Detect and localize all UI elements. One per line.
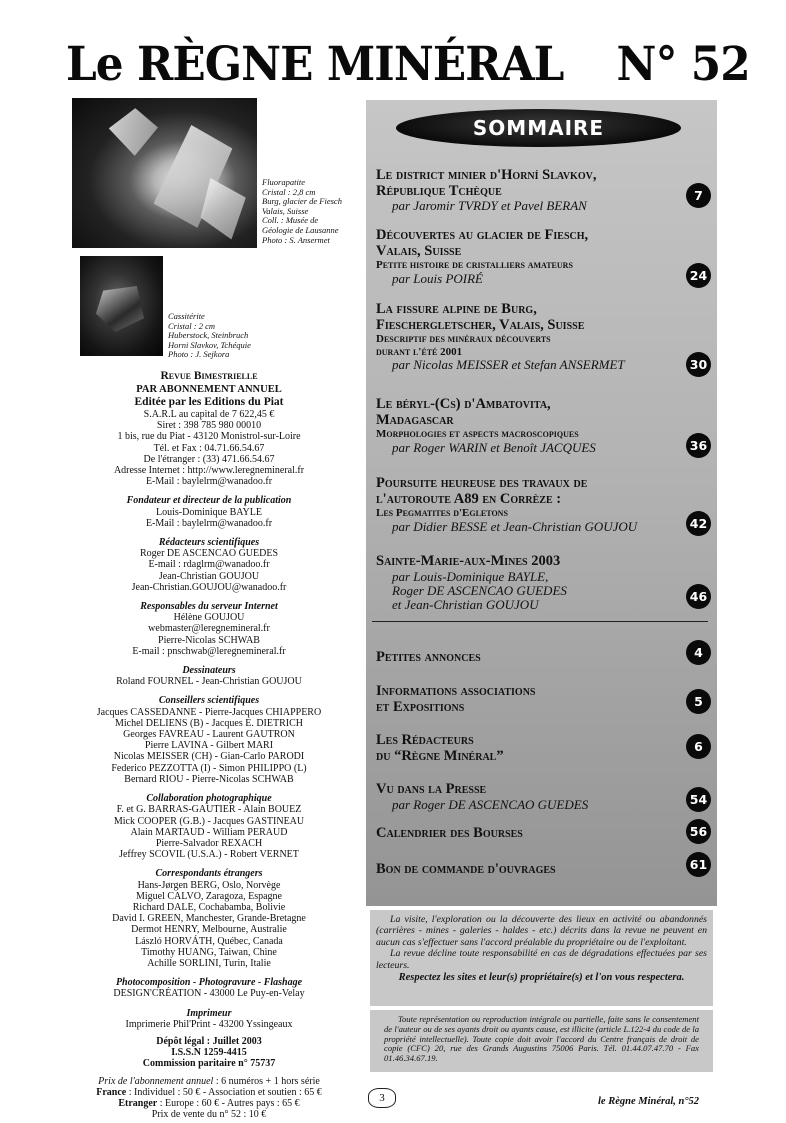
toc-entry (376, 397, 666, 455)
price-block (64, 1076, 354, 1121)
toc-page-badge: 56 (686, 819, 711, 844)
caption-line: Cristal : 2 cm (168, 320, 215, 331)
toc-title-line: et Expositions (376, 698, 465, 715)
toc-entry (376, 733, 666, 764)
toc-entry (376, 862, 666, 878)
collab-heading: Collaboration photographique (146, 793, 272, 805)
toc-divider (372, 621, 708, 622)
toc-entry (376, 650, 666, 666)
credit-line: S.A.R.L au capital de 7 622,45 € (143, 409, 275, 420)
toc-author-line: par Louis POIRÉ (392, 270, 483, 286)
cassiterite-photo (80, 256, 163, 356)
toc-author-line: Roger DE ASCENCAO GUEDES (392, 582, 567, 598)
caption-line: Fluorapatite (262, 177, 305, 187)
toc-title-line: l'autoroute A89 en Corrèze : (376, 490, 562, 507)
toc-author-line: par Jaromir TVRDY et Pavel BERAN (392, 198, 587, 213)
toc-title-line: Calendrier des Bourses (376, 825, 523, 841)
credit-line: Roland FOURNEL - Jean-Christian GOUJOU (116, 676, 302, 688)
credit-line: E-Mail : baylelrm@wanadoo.fr (145, 476, 273, 488)
site-notice-p2: La revue décline toute responsabilité en cas de dégradations effectuées par ses lecteurs. (376, 948, 707, 971)
redacteurs-heading: Rédacteurs scientifiques (158, 537, 260, 549)
credit-line: F. et G. BARRAS-GAUTIER - Alain BOUEZ (116, 804, 302, 816)
credit-line: Pierre-Nicolas SCHWAB (158, 634, 260, 646)
toc-entry (376, 826, 666, 842)
corresp-block (64, 880, 354, 970)
toc-title-line: Le district minier d'Horní Slavkov, (376, 167, 597, 183)
credit-line: Jean-Christian.GOUJOU@wanadoo.fr (131, 581, 287, 593)
site-notice-respect: Respectez les sites et leur(s) propriétaire(s) et l'on vous respectera. (398, 972, 685, 984)
toc-page-badge: 46 (686, 584, 711, 609)
site-notice (370, 910, 713, 1006)
photocomp-block (64, 988, 354, 999)
credit-line: Jean-Christian GOUJOU (158, 570, 260, 582)
toc-page-badge: 5 (686, 689, 711, 714)
caption-line: Coll. : Musée de (262, 215, 319, 226)
masthead-issue: N° 52 (616, 37, 750, 92)
credit-line: Tél. et Fax : 04.71.66.54.67 (153, 442, 265, 454)
toc-author-line: par Nicolas MEISSER et Stefan ANSERMET (392, 357, 625, 372)
toc-page-badge: 30 (686, 352, 711, 377)
cassiterite-caption (168, 312, 298, 360)
dessinateurs-block (64, 676, 354, 687)
revue-subscription: PAR ABONNEMENT ANNUEL (136, 384, 282, 395)
toc-page-badge: 4 (686, 640, 711, 665)
toc-author-line: par Louis-Dominique BAYLE, (392, 568, 549, 584)
masthead (66, 34, 750, 96)
masthead-title: Le RÈGNE MINÉRAL (66, 37, 564, 92)
toc-page-badge: 36 (686, 433, 711, 458)
credit-line: Pierre-Salvador REXACH (155, 837, 263, 849)
imprimeur-block (64, 1019, 354, 1030)
credit-line: Bernard RIOU - Pierre-Nicolas SCHWAB (124, 773, 294, 785)
credit-line: Siret : 398 785 980 00010 (156, 420, 262, 432)
credit-line: Dermot HENRY, Melbourne, Australie (131, 924, 287, 936)
toc-title-line: Petites annonces (376, 649, 481, 665)
prix-heading: Prix de l'abonnement annuel (98, 1075, 214, 1087)
toc-subtitle-line: Morphologies et aspects macroscopiques (376, 428, 579, 440)
dessinateurs-heading: Dessinateurs (182, 665, 236, 677)
conseillers-block (64, 707, 354, 785)
caption-line: Horni Slavkov, Tchéquie (168, 339, 251, 350)
legal-block (64, 1036, 354, 1070)
credit-line: Georges FAVREAU - Laurent GAUTRON (123, 729, 295, 741)
fluorapatite-caption (262, 178, 374, 245)
toc-author-line: par Roger DE ASCENCAO GUEDES (392, 796, 589, 812)
credit-line: David I. GREEN, Manchester, Grande-Bretagne (112, 913, 306, 925)
toc-title-line: Valais, Suisse (376, 242, 462, 259)
toc-subtitle-line: durant l'été 2001 (376, 345, 463, 358)
fondateur-block (64, 507, 354, 529)
site-notice-p1: La visite, l'exploration ou la découverte des lieux en activité ou abandonnés (carrières - mines - galeries - haldes - etc.) décrits dans la revue ne peuvent en aucun cas s'effectuer sans l'accord préalable du propriétaire ou de l'exploitant. (376, 914, 707, 948)
issue-price: Prix de vente du n° 52 : 10 € (151, 1109, 267, 1121)
copyright-notice: Toute représentation ou reproduction intégrale ou partielle, faite sans le consentement de l'auteur ou de ses ayants droit ou ayants cause, est illicite (article L.122-4 du code de la propriété intellectuelle). Toute copie doit avoir l'accord du Centre français de droit de copie (CFC) 20, rue des Grands Augustins 75006 Paris. Tél. 01.44.07.47.70 - Fax 01.46.34.67.19. (370, 1010, 713, 1072)
toc-entry (376, 228, 666, 286)
credit-line: Imprimerie Phil'Print - 43200 Yssingeaux (125, 1018, 293, 1030)
credit-line: De l'étranger : (33) 471.66.54.67 (143, 453, 275, 465)
etranger-prices: : Europe : 60 € - Autres pays : 65 € (157, 1097, 300, 1109)
toc-title-line: Vu dans la Presse (376, 781, 487, 797)
toc-entry (376, 684, 666, 715)
fluorapatite-photo (72, 98, 257, 248)
toc-entry (376, 782, 666, 812)
photocomp-heading: Photocomposition - Photogravure - Flashage (115, 977, 303, 989)
conseillers-heading: Conseillers scientifiques (158, 695, 260, 707)
toc-subtitle-line: Descriptif des minéraux découverts (376, 333, 551, 345)
editor-line: Editée par les Editions du Piat (134, 396, 284, 408)
credit-line: Federico PEZZOTTA (I) - Simon PHILIPPO (L) (111, 762, 307, 774)
caption-line: Cassitérite (168, 311, 205, 321)
prix-heading-tail: : 6 numéros + 1 hors série (213, 1075, 320, 1087)
toc-title-line: Madagascar (376, 411, 454, 428)
toc-entry (376, 302, 666, 372)
corresp-heading: Correspondants étrangers (155, 868, 263, 880)
credit-line: Michel DELIENS (B) - Jacques E. DIETRICH (114, 717, 303, 729)
serveur-block (64, 612, 354, 657)
toc-subtitle-line: Petite histoire de cristalliers amateurs (376, 259, 573, 271)
toc-author-line: par Roger WARIN et Benoît JACQUES (392, 439, 596, 455)
toc-author-line: et Jean-Christian GOUJOU (392, 597, 539, 613)
toc-author-line: par Didier BESSE et Jean-Christian GOUJOU (392, 518, 638, 534)
etranger-label: Etranger (118, 1097, 158, 1109)
credit-line: I.S.S.N 1259-4415 (171, 1047, 247, 1059)
caption-line: Huberstock, Steinbruch (168, 330, 249, 341)
caption-line: Géologie de Lausanne (262, 224, 339, 235)
credit-line: Louis-Dominique BAYLE (155, 506, 262, 518)
page-number: 3 (368, 1088, 396, 1108)
toc-title-line: Les Rédacteurs (376, 732, 474, 748)
toc-subtitle-line: Les Pegmatites d'Egletons (376, 507, 508, 519)
redacteurs-block (64, 548, 354, 593)
publisher-block (64, 409, 354, 487)
fondateur-heading: Fondateur et directeur de la publication (126, 495, 292, 507)
credit-line: E-mail : pnschwab@leregnemineral.fr (132, 645, 286, 657)
toc-entry (376, 168, 666, 213)
credit-line: E-mail : rdaglrm@wanadoo.fr (148, 559, 270, 571)
imprimeur-heading: Imprimeur (186, 1007, 232, 1019)
collab-block (64, 804, 354, 860)
toc-title-line: Sainte-Marie-aux-Mines 2003 (376, 553, 561, 569)
credit-line: E-Mail : baylelrm@wanadoo.fr (145, 517, 273, 529)
credit-line: Alain MARTAUD - William PERAUD (130, 826, 288, 838)
toc-page-badge: 42 (686, 511, 711, 536)
toc-title-line: Fieschergletscher, Valais, Suisse (376, 316, 585, 333)
toc-title-line: Informations associations (376, 683, 536, 699)
toc-page-badge: 7 (686, 183, 711, 208)
credit-line: Mick COOPER (G.B.) - Jacques GASTINEAU (113, 815, 305, 827)
revue-type: Revue Bimestrielle (160, 370, 258, 382)
credit-line: Achille SORLINI, Turin, Italie (147, 957, 271, 969)
caption-line: Cristal : 2,8 cm (262, 186, 316, 197)
toc-page-badge: 54 (686, 787, 711, 812)
france-label: France (96, 1086, 127, 1098)
credit-line: Miguel CALVO, Zaragoza, Espagne (136, 890, 282, 902)
sommaire-heading: SOMMAIRE (396, 109, 681, 147)
toc-title-line: Le béryl-(Cs) d'Ambatovita, (376, 396, 551, 412)
toc-title-line: du “Règne Minéral” (376, 747, 504, 764)
credit-line: Jacques CASSEDANNE - Pierre-Jacques CHIAPPERO (96, 706, 322, 718)
credit-line: László HORVÁTH, Québec, Canada (135, 935, 283, 947)
caption-line: Photo : J. Sejkora (168, 349, 230, 360)
credit-line: Hans-Jørgen BERG, Oslo, Norvège (137, 879, 281, 891)
credit-line: DESIGN'CRÉATION - 43000 Le Puy-en-Velay (113, 988, 305, 1000)
caption-line: Burg, glacier de Fiesch (262, 196, 342, 207)
toc-title-line: Poursuite heureuse des travaux de (376, 475, 588, 491)
credit-line: Commission paritaire n° 75737 (142, 1058, 276, 1070)
credit-line: Jeffrey SCOVIL (U.S.A.) - Robert VERNET (119, 849, 299, 861)
credit-line: Nicolas MEISSER (CH) - Gian-Carlo PARODI (113, 751, 305, 763)
credit-line: webmaster@leregnemineral.fr (148, 623, 270, 635)
toc-title-line: Découvertes au glacier de Fiesch, (376, 227, 589, 243)
credit-line: Richard DALE, Cochabamba, Bolivie (132, 901, 286, 913)
footer-title: le Règne Minéral, n°52 (598, 1096, 700, 1107)
toc-title-line: République Tchèque (376, 182, 502, 199)
credit-line: Timothy HUANG, Taiwan, Chine (141, 946, 277, 958)
caption-line: Valais, Suisse (262, 205, 309, 216)
credit-line: Pierre LAVINA - Gilbert MARI (144, 740, 274, 752)
toc-entry (376, 476, 666, 534)
credit-line: Adresse Internet : http://www.leregnemineral.fr (113, 465, 305, 477)
toc-page-badge: 24 (686, 263, 711, 288)
credit-line: 1 bis, rue du Piat - 43120 Monistrol-sur-Loire (117, 431, 301, 443)
serveur-heading: Responsables du serveur Internet (140, 601, 278, 613)
toc-title-line: Bon de commande d'ouvrages (376, 861, 556, 877)
toc-page-badge: 6 (686, 734, 711, 759)
credit-line: Roger DE ASCENCAO GUEDES (139, 548, 279, 560)
caption-line: Photo : S. Ansermet (262, 234, 330, 245)
credit-line: Dépôt légal : Juillet 2003 (156, 1035, 262, 1047)
toc-page-badge: 61 (686, 852, 711, 877)
credit-line: Hélène GOUJOU (173, 612, 245, 624)
toc-entry (376, 554, 666, 613)
toc-title-line: La fissure alpine de Burg, (376, 301, 537, 317)
france-prices: : Individuel : 50 € - Association et soutien : 65 € (126, 1086, 322, 1098)
masthead-credits (64, 370, 354, 1120)
